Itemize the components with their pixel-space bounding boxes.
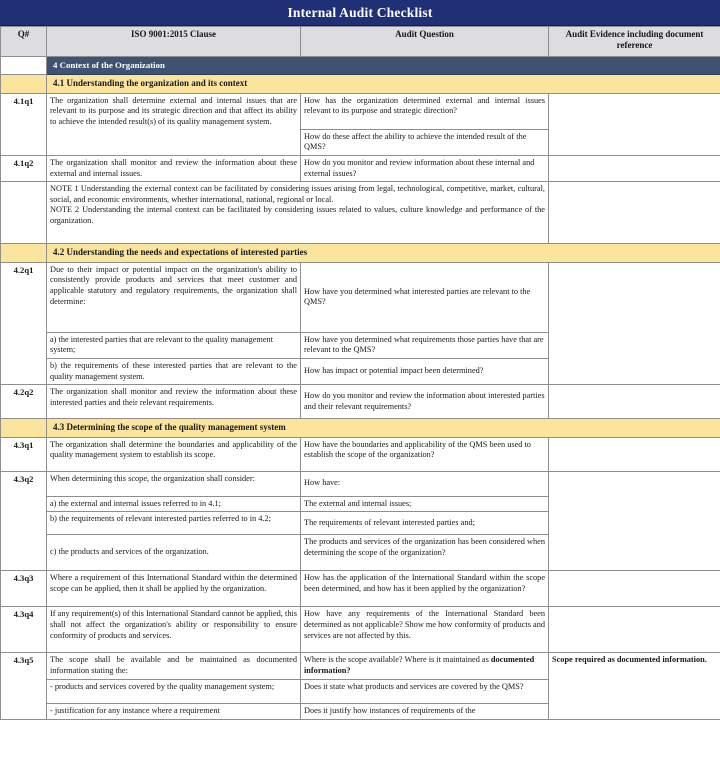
row-question-43q4: How have any requirements of the International Standard been determined as not applicable? Show me how conformity of products and services are not affected by this. <box>301 607 549 653</box>
row-qnum-41q1: 4.1q1 <box>1 93 47 155</box>
checklist-table <box>0 26 720 720</box>
row-clause-43q3: Where a requirement of this International Standard within the determined scope can be applied, then it shall be applied by the organization. <box>47 571 301 607</box>
row-question-43q5-a-emphasis: documented information? <box>304 655 535 675</box>
row-evidence-notes[interactable] <box>549 182 720 244</box>
table-row <box>1 653 720 679</box>
row-clause-43q2-c: b) the requirements of relevant interested parties referred to in 4.2; <box>47 512 301 535</box>
note-2-text: NOTE 2 Understanding the internal context can be facilitated by considering issues related to values, culture knowledge and performance of the organization. <box>50 205 545 226</box>
row-qnum-43q4: 4.3q4 <box>1 607 47 653</box>
row-question-42q1-b: How have you determined what requirements those parties have that are relevant to the QMS? <box>301 332 549 358</box>
row-question-43q2-b: The external and internal issues; <box>301 496 549 512</box>
note-1-text: NOTE 1 Understanding the external context can be facilitated by considering issues arising from legal, technological, competitive, market, cultural, social, and economic environments, whether international, national, regional or local. <box>50 184 545 204</box>
subsection-43-label: 4.3 Determining the scope of the quality management system <box>47 419 720 438</box>
section-4-label: 4 Context of the Organization <box>47 57 720 75</box>
row-question-41q2: How do you monitor and review information about these internal and external issues? <box>301 155 549 181</box>
row-clause-43q5-c: - justification for any instance where a requirement <box>47 703 301 719</box>
column-header-row <box>1 27 720 57</box>
subsection-43-spacer <box>1 419 47 438</box>
row-clause-41q1: The organization shall determine external and internal issues that are relevant to its purpose and its strategic direction and that affect its ability to achieve the intended result(s) of its quality management system. <box>47 93 301 155</box>
table-row <box>1 471 720 496</box>
row-question-43q2-a: How have: <box>301 471 549 496</box>
section-header-row-4 <box>1 57 720 75</box>
column-header-evidence: Audit Evidence including document reference <box>549 27 720 57</box>
row-clause-41q2: The organization shall monitor and review the information about these external and internal issues. <box>47 155 301 181</box>
row-qnum-notes <box>1 182 47 244</box>
subsection-41-label: 4.1 Understanding the organization and its context <box>47 75 720 94</box>
row-evidence-41q1[interactable] <box>549 93 720 155</box>
row-clause-43q2-a: When determining this scope, the organization shall consider: <box>47 471 301 496</box>
row-clause-43q5-a: The scope shall be available and be maintained as documented information stating the: <box>47 653 301 679</box>
row-clause-43q1: The organization shall determine the boundaries and applicability of the quality management system to establish its scope. <box>47 437 301 471</box>
row-qnum-43q3: 4.3q3 <box>1 571 47 607</box>
row-clause-42q1-c: b) the requirements of these interested parties that are relevant to the quality management system. <box>47 358 301 384</box>
row-question-43q2-c: The requirements of relevant interested parties and; <box>301 512 549 535</box>
row-qnum-42q1: 4.2q1 <box>1 262 47 384</box>
row-evidence-43q1[interactable] <box>549 437 720 471</box>
table-row <box>1 262 720 332</box>
row-question-43q5-a-text: Where is the scope available? Where is it maintained as <box>304 655 491 665</box>
row-question-42q2: How do you monitor and review the information about interested parties and their relevant requirements? <box>301 385 549 419</box>
column-header-qnum: Q# <box>1 27 47 57</box>
subsection-header-row-42 <box>1 244 720 263</box>
row-evidence-43q3[interactable] <box>549 571 720 607</box>
document-title: Internal Audit Checklist <box>0 0 720 26</box>
row-evidence-42q1[interactable] <box>549 262 720 384</box>
subsection-header-row-41 <box>1 75 720 94</box>
row-question-42q1-a: How have you determined what interested parties are relevant to the QMS? <box>301 262 549 332</box>
column-header-clause: ISO 9001:2015 Clause <box>47 27 301 57</box>
row-notes-block <box>47 182 549 244</box>
row-clause-42q1-b: a) the interested parties that are relevant to the quality management system; <box>47 332 301 358</box>
row-clause-42q1-a: Due to their impact or potential impact on the organization's ability to consistently provide products and services that meet customer and applicable statutory and regulatory requirements, the organization shall determine: <box>47 262 301 332</box>
subsection-42-label: 4.2 Understanding the needs and expectations of interested parties <box>47 244 720 263</box>
row-evidence-43q4[interactable] <box>549 607 720 653</box>
row-evidence-42q2[interactable] <box>549 385 720 419</box>
table-header <box>1 27 720 57</box>
row-qnum-42q2: 4.2q2 <box>1 385 47 419</box>
row-clause-43q2-d: c) the products and services of the organization. <box>47 535 301 571</box>
row-evidence-41q2[interactable] <box>549 155 720 181</box>
section-4-spacer <box>1 57 47 75</box>
row-clause-42q2: The organization shall monitor and review the information about these interested parties and their relevant requirements. <box>47 385 301 419</box>
subsection-42-spacer <box>1 244 47 263</box>
row-qnum-41q2: 4.1q2 <box>1 155 47 181</box>
table-row <box>1 155 720 181</box>
column-header-question: Audit Question <box>301 27 549 57</box>
row-qnum-43q2: 4.3q2 <box>1 471 47 571</box>
table-row <box>1 437 720 471</box>
row-evidence-43q5[interactable]: Scope required as documented information. <box>549 653 720 719</box>
row-question-43q5-c: Does it justify how instances of requirements of the <box>301 703 549 719</box>
table-row <box>1 93 720 129</box>
table-row <box>1 385 720 419</box>
row-question-41q1-a: How has the organization determined external and internal issues relevant to its purpose and strategic direction? <box>301 93 549 129</box>
table-body <box>1 57 720 720</box>
row-question-43q3: How has the application of the International Standard within the scope been determined, and how has it been applied by the organization? <box>301 571 549 607</box>
row-clause-43q5-b: - products and services covered by the quality management system; <box>47 679 301 703</box>
row-clause-43q4: If any requirement(s) of this International Standard cannot be applied, this shall not affect the organization's ability or responsibility to ensure conformity of products and services. <box>47 607 301 653</box>
row-question-41q1-b: How do these affect the ability to achieve the intended result of the QMS? <box>301 129 549 155</box>
row-qnum-43q5: 4.3q5 <box>1 653 47 719</box>
row-question-43q2-d: The products and services of the organization has been considered when determining the scope of the organization? <box>301 535 549 571</box>
row-question-42q1-c: How has impact or potential impact been determined? <box>301 358 549 384</box>
row-question-43q5-b: Does it state what products and services are covered by the QMS? <box>301 679 549 703</box>
table-row <box>1 607 720 653</box>
row-evidence-43q2[interactable] <box>549 471 720 571</box>
row-clause-43q2-b: a) the external and internal issues referred to in 4.1; <box>47 496 301 512</box>
row-question-43q5-a <box>301 653 549 679</box>
table-row <box>1 571 720 607</box>
table-row-notes <box>1 182 720 244</box>
subsection-41-spacer <box>1 75 47 94</box>
subsection-header-row-43 <box>1 419 720 438</box>
row-question-43q1: How have the boundaries and applicability of the QMS been used to establish the scope of the organization? <box>301 437 549 471</box>
row-qnum-43q1: 4.3q1 <box>1 437 47 471</box>
